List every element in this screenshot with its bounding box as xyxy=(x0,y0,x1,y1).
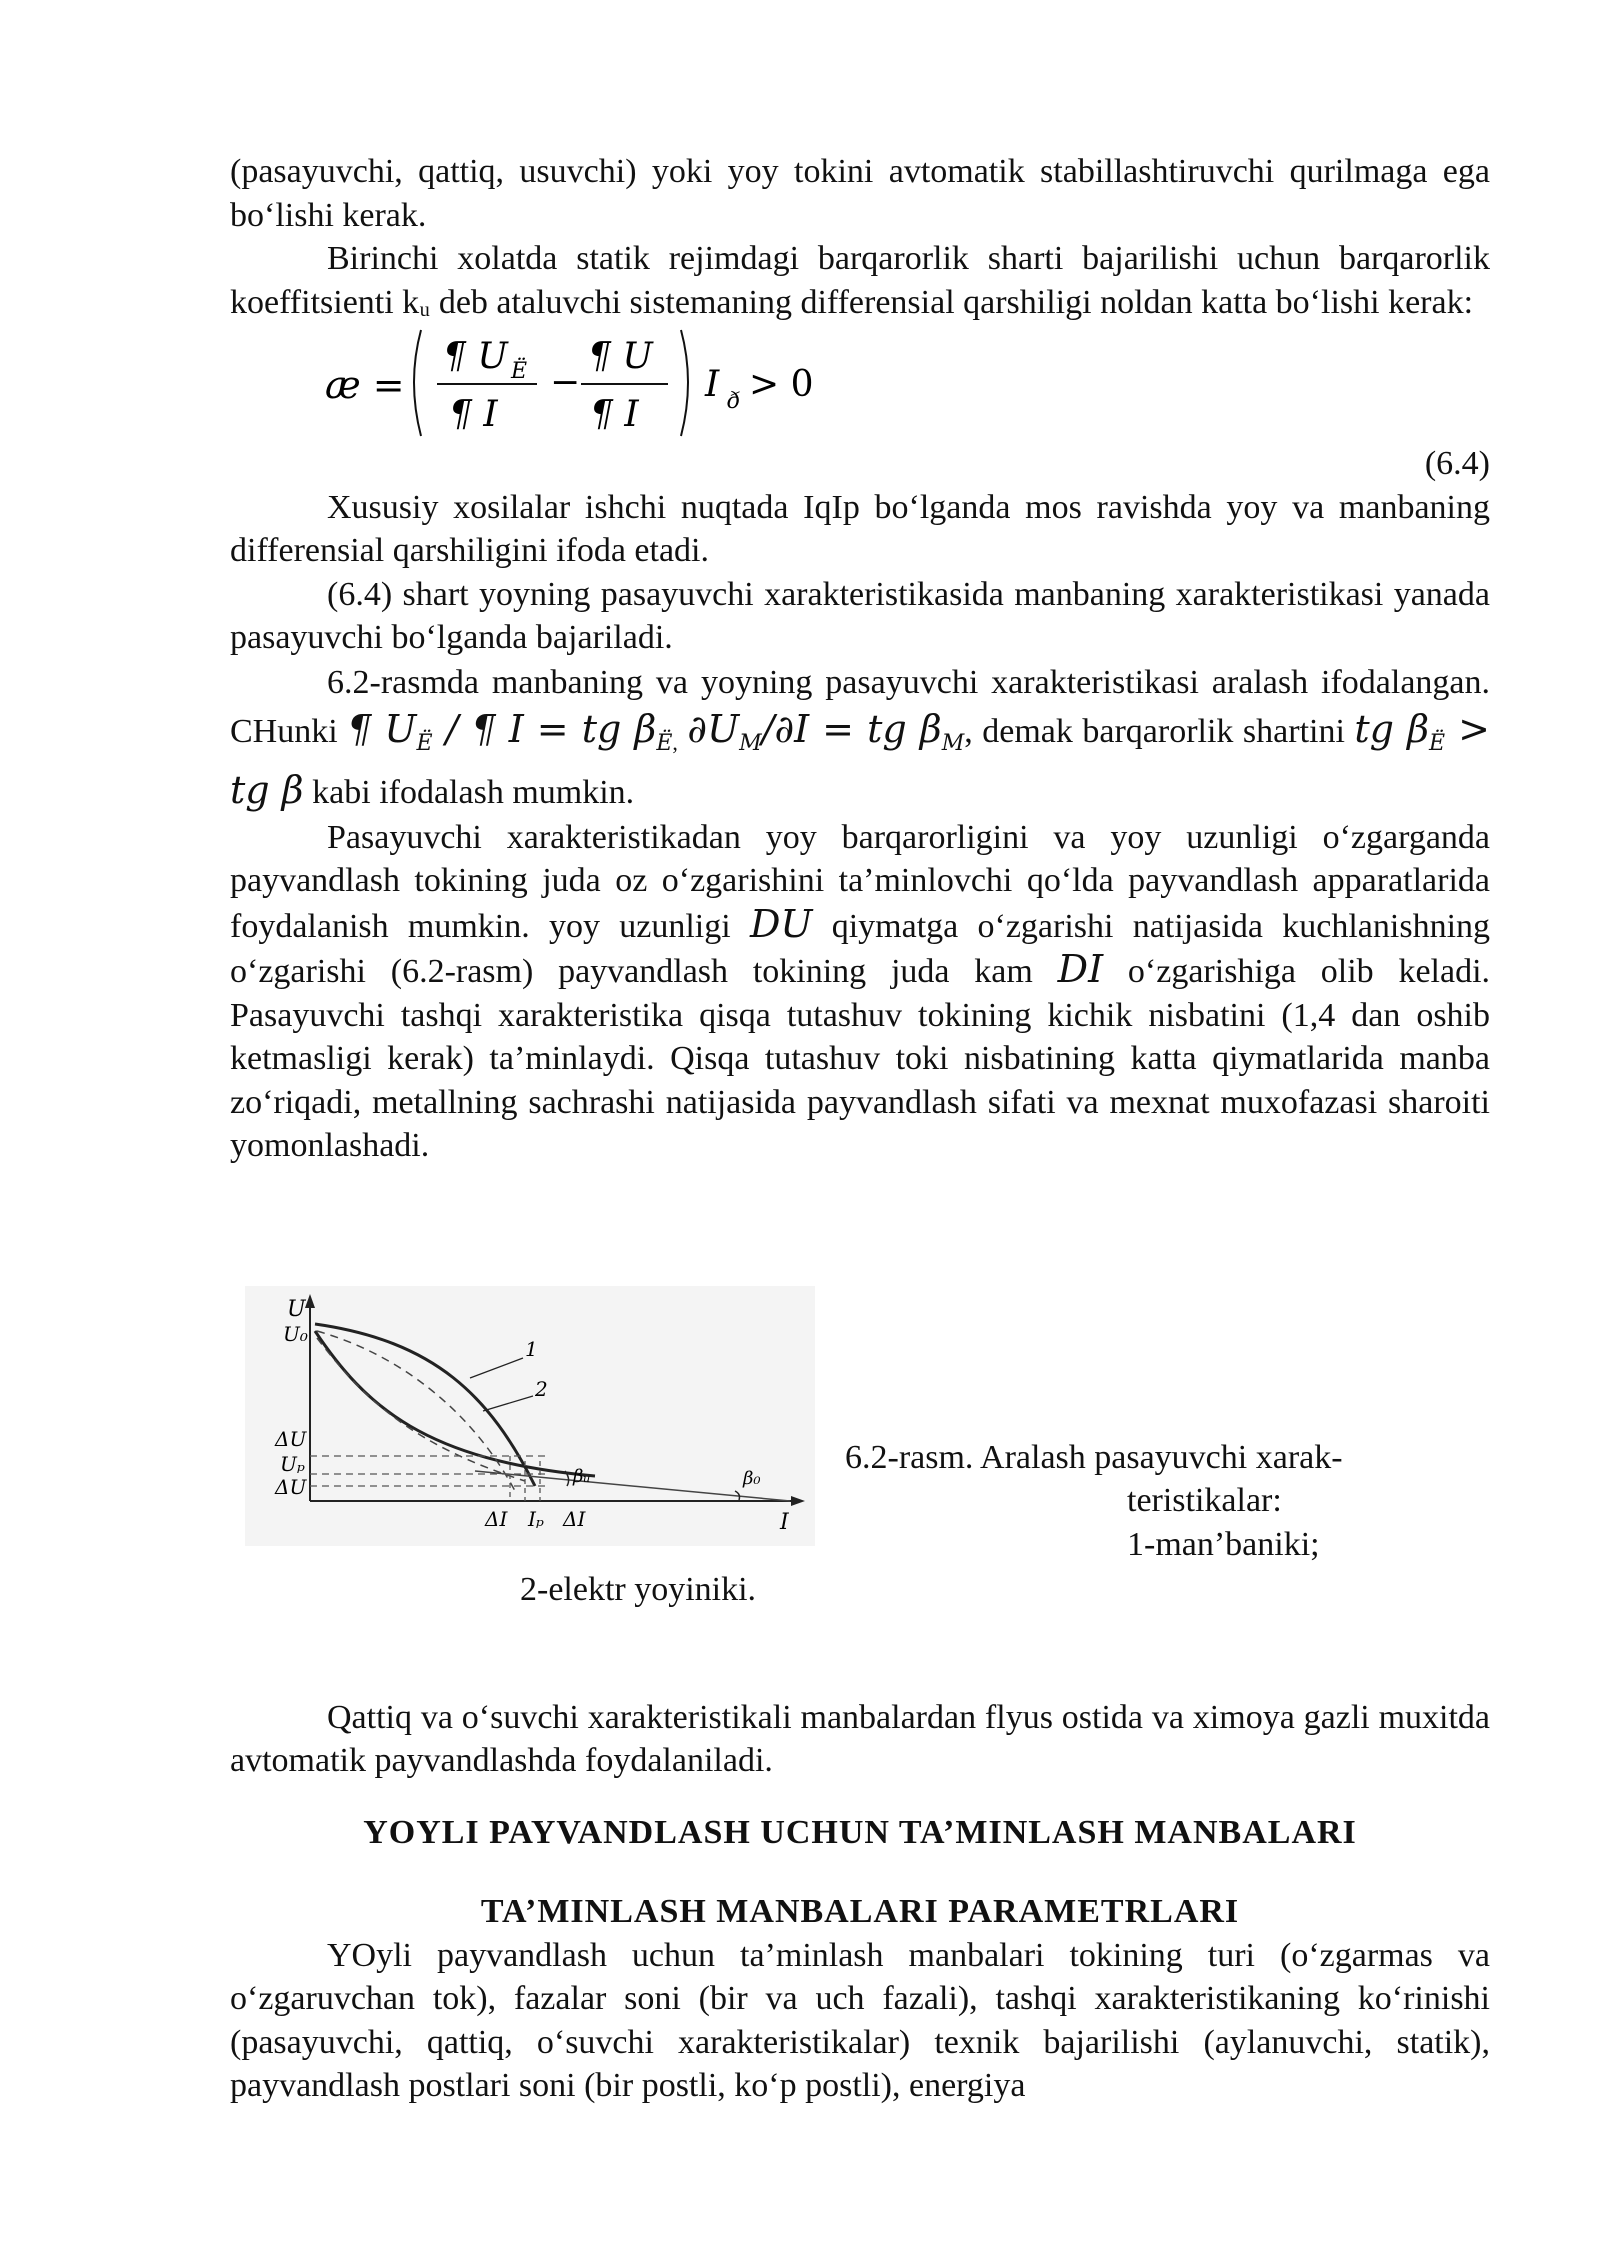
numerator-1: ¶ U xyxy=(443,336,508,377)
text-run: o‘zgarishiga olib keladi. Pasayuvchi tashqi xarakteristika qisqa tutashuv tokining kichik nisbatini (1,4 dan oshib ketmasligi kerak) ta’minlaydi. Qisqa tutashuv toki nisbatining katta qiymatlarida manba zo‘riqadi, metallning sachrashi natijasida payvandlash sifati va mexnat muxofazasi sharoiti yomonlashadi. xyxy=(230,953,1491,1164)
caption-line: teristikalar: xyxy=(1127,1482,1282,1519)
greater-than-zero: > 0 xyxy=(749,364,814,405)
label-up: Uₚ xyxy=(280,1451,305,1476)
text-run: shartini xyxy=(1242,712,1345,750)
paragraph xyxy=(230,660,1490,816)
current-sub: ð xyxy=(727,389,741,414)
delta-u-symbol: DU xyxy=(749,901,813,946)
angle-beta-0: β₀ xyxy=(743,1467,761,1489)
paragraph: Xususiy xosilalar ishchi nuqtada IqIp bo‘lganda mos ravishda yoy va manbaning differensial qarshiligini ifoda etadi. xyxy=(230,488,1490,569)
formula-lhs: æ = xyxy=(325,363,405,407)
caption-line: 1-man’baniki; xyxy=(1127,1525,1320,1563)
denominator-2: ¶ I xyxy=(590,394,639,435)
current-symbol: I xyxy=(705,364,720,405)
label-u0: U₀ xyxy=(283,1321,308,1346)
axis-label-i: I xyxy=(780,1509,789,1535)
angle-beta-u: βᵤ xyxy=(573,1465,591,1487)
inline-formula-arc: $\partial U_М/\partial I$ = tg $\beta_М$ xyxy=(687,706,965,756)
axis-label-u: U xyxy=(287,1296,306,1322)
equation-number: (6.4) xyxy=(1424,445,1490,482)
delta-i-symbol: DI xyxy=(1057,947,1104,991)
inline-formula-source: ¶ $U_Ë$ / ¶ I = tg $\beta_Ë$ xyxy=(347,706,673,756)
section-heading: YOYLI PAYVANDLASH UCHUN TA’MINLASH MANBALARI xyxy=(363,1813,1357,1851)
caption-line: 6.2-rasm. Aralash pasayuvchi xarak- xyxy=(845,1438,1343,1476)
label-delta-u-top: ΔU xyxy=(275,1426,307,1451)
paragraph xyxy=(230,816,1490,1168)
label-delta-u-bottom: ΔU xyxy=(275,1474,307,1499)
text-run: Pasayuvchi xarakteristikadan yoy barqarorligini va yoy uzunligi o‘zgarganda payvandlash tokining juda oz o‘zgarishini ta’minlovchi qo‘lda payvandlash apparatlarida foydalanish mumkin. yoy uzunligi xyxy=(230,818,1490,945)
caption-line: 2-elektr yoyiniki. xyxy=(520,1570,757,1608)
comma: , xyxy=(672,729,678,755)
label-delta-i-right: ΔI xyxy=(563,1506,586,1531)
figure-caption xyxy=(845,1436,1343,1567)
minus-sign: − xyxy=(550,362,581,403)
paragraph: Birinchi xolatda statik rejimdagi barqarorlik sharti bajarilishi uchun barqarorlik koeffitsienti kᵤ deb ataluvchi sistemaning differensial qarshiligi noldan katta bo‘lishi kerak: xyxy=(230,240,1490,321)
paragraph: (pasayuvchi, qattiq, usuvchi) yoki yoy tokini avtomatik stabillashtiruvchi qurilmaga ega bo‘lishi kerak. xyxy=(230,153,1490,234)
text-run: kabi ifodalash mumkin. xyxy=(312,773,635,811)
document-body xyxy=(230,150,1490,2108)
curve-label-1: 1 xyxy=(525,1336,538,1361)
formula-graphic xyxy=(325,324,925,442)
paragraph: (6.4) shart yoyning pasayuvchi xarakteristikasida manbaning xarakteristikasi yanada pasayuvchi bo‘lganda bajariladi. xyxy=(230,575,1490,656)
denominator-1: ¶ I xyxy=(449,394,498,435)
inline-formula-condition: tg $\beta_Ë$ > tg β xyxy=(230,706,1491,812)
text-run: , demak barqarorlik xyxy=(964,712,1234,750)
paragraph: Qattiq va o‘suvchi xarakteristikali manbalardan flyus ostida va ximoya gazli muxitda avtomatik payvandlashda foydalaniladi. xyxy=(230,1698,1490,1779)
section-heading: TA’MINLASH MANBALARI PARAMETRLARI xyxy=(480,1893,1240,1930)
text-run: qiymatga o‘zgarishi natijasida kuchlanishning o‘zgarishi (6.2-rasm) payvandlash tokining juda kam xyxy=(230,907,1491,990)
label-ip: Iₚ xyxy=(528,1506,544,1531)
numerator-2: ¶ U xyxy=(588,336,653,377)
curve-label-2: 2 xyxy=(535,1376,548,1401)
figure-6-2 xyxy=(230,1286,1490,1671)
text-run: 6.2-rasmda manbaning va yoyning pasayuvchi xarakteristikasi aralash ifodalangan. CHunki xyxy=(230,663,1490,750)
stability-formula xyxy=(230,324,1490,442)
paragraph: YOyli payvandlash uchun ta’minlash manbalari tokining turi (o‘zgarmas va o‘zgaruvchan tok), fazalar soni (bir va uch fazali), tashqi xarakteristikaning ko‘rinishi (pasayuvchi, qattiq, o‘suvchi xarakteristikalar) texnik bajarilishi (aylanuvchi, statik), payvandlash postlari soni (bir postli, ko‘p postli), energiya xyxy=(230,1936,1490,2104)
numerator-1-sub: Ë xyxy=(511,359,528,384)
volt-ampere-diagram xyxy=(245,1286,815,1546)
label-delta-i-left: ΔI xyxy=(485,1506,508,1531)
